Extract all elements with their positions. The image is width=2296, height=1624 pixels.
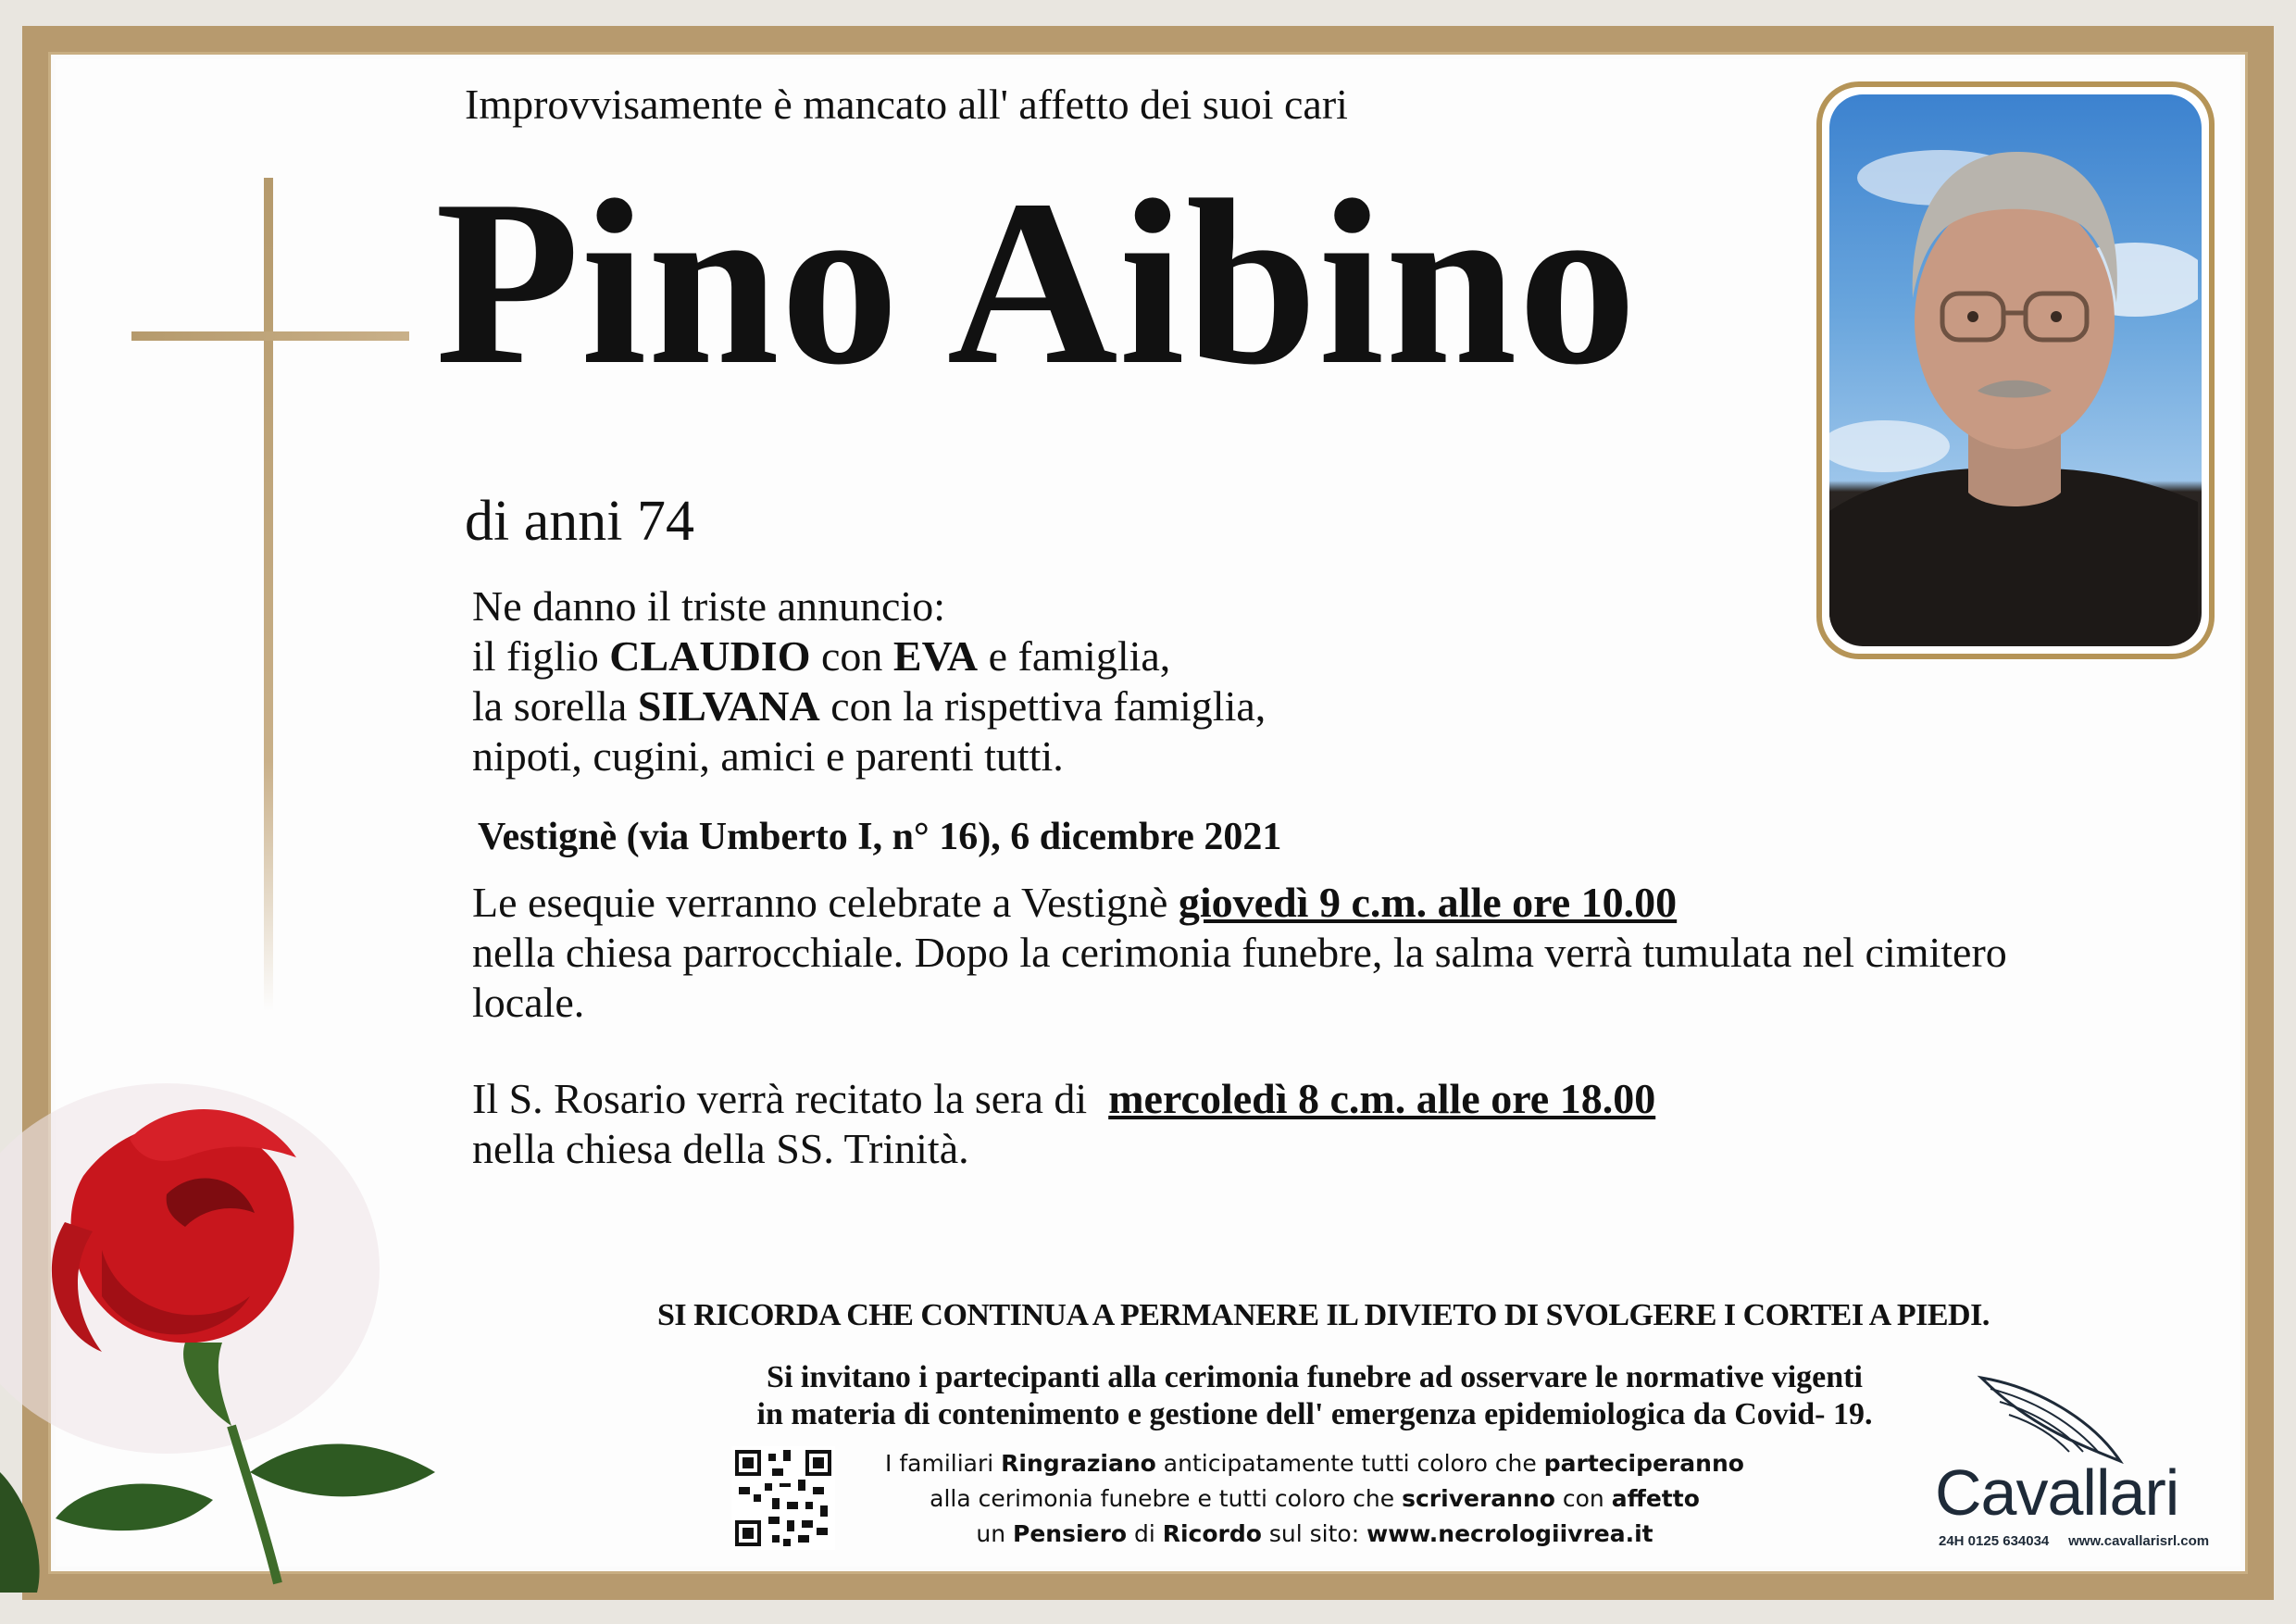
- company-name: Cavallari: [1935, 1456, 2179, 1529]
- announcement-line: il figlio CLAUDIO con EVA e famiglia,: [472, 632, 1171, 680]
- website-link[interactable]: www.necrologiivrea.it: [1366, 1520, 1653, 1547]
- covid-notice: Si invitano i partecipanti alla cerimonia funebre ad osservare le normative vigenti in materia di contenimento e gestione dell' emergenza epidemiologica da Covid- 19.: [756, 1360, 1873, 1431]
- qr-code[interactable]: [731, 1446, 835, 1550]
- company-contact: 24H 0125 634034 www.cavallarisrl.com: [1939, 1533, 2210, 1549]
- funeral-info: Le esequie verranno celebrate a Vestignè giovedì 9 c.m. alle ore 10.00 nella chiesa parrocchiale. Dopo la cerimonia funebre, la salma verrà tumulata nel cimitero locale.: [472, 879, 2007, 1026]
- announcement-line: nipoti, cugini, amici e parenti tutti.: [472, 732, 1064, 780]
- portrait-photo: [1829, 94, 2202, 646]
- announcement-line: Ne danno il triste annuncio:: [472, 582, 945, 630]
- rose-image: [0, 1037, 518, 1593]
- thanks-text: I familiari Ringraziano anticipatamente tutti coloro che parteciperanno alla cerimonia funebre e tutti coloro che scriveranno con affetto un Pensiero di Ricordo sul sito: www.necrologiivrea.it: [885, 1450, 1744, 1547]
- portrait-frame: [1816, 81, 2215, 659]
- rosary-when: mercoledì 8 c.m. alle ore 18.00: [1108, 1075, 1656, 1122]
- place-date: Vestignè (via Umberto I, n° 16), 6 dicembre 2021: [478, 816, 1282, 858]
- deceased-name: Pino Aibino: [435, 152, 1638, 414]
- age-text: di anni 74: [465, 490, 694, 553]
- cross-vertical: [264, 178, 273, 1011]
- funeral-when: giovedì 9 c.m. alle ore 10.00: [1178, 879, 1678, 926]
- cross-horizontal: [131, 331, 409, 341]
- intro-text: Improvvisamente è mancato all' affetto dei suoi cari: [465, 81, 1348, 128]
- covid-ban-notice: SI RICORDA CHE CONTINUA A PERMANERE IL DIVIETO DI SVOLGERE I CORTEI A PIEDI.: [657, 1298, 1990, 1332]
- announcement-line: la sorella SILVANA con la rispettiva famiglia,: [472, 682, 1267, 730]
- rosary-info: Il S. Rosario verrà recitato la sera di mercoledì 8 c.m. alle ore 18.00 nella chiesa della SS. Trinità.: [472, 1075, 1656, 1172]
- announcement: [472, 581, 1266, 781]
